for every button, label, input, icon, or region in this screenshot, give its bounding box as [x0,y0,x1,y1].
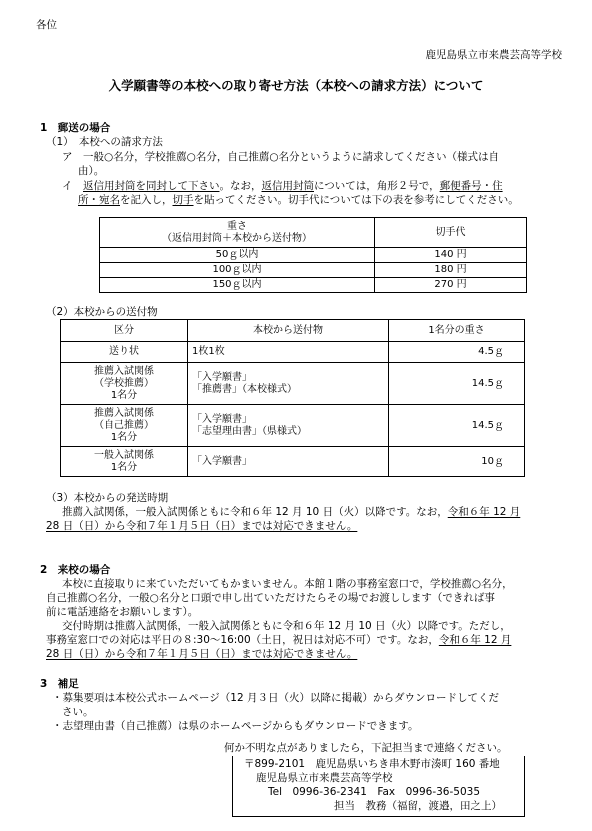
send-table-weight: 10ｇ [389,447,525,477]
send-table-header-weight: 1名分の重さ [389,320,525,342]
section-1-sub-1: （1） 本校への請求方法 [46,136,163,148]
stamp-table-cell: 140 円 [375,248,527,263]
para-3-line-1: 推薦入試関係，一般入試関係ともに令和６年 12 月 10 日（火）以降です。なお，令和６年 12 月 [62,506,521,518]
para-a-line-1: ア 一般○名分，学校推薦○名分，自己推薦○名分というように請求してください（様式は自 [62,151,499,163]
section-2-line-4: 交付時期は推薦入試関係，一般入試関係ともに令和６年 12 月 10 日（火）以降です。ただし， [62,620,511,632]
contact-phone: Tel 0996-36-2341 Fax 0996-36-5035 [268,786,480,798]
page-title: 入学願書等の本校への取り寄せ方法（本校への請求方法）について [108,78,484,93]
send-table-weight: 4.5ｇ [389,342,525,363]
send-table-items: 「入学願書」 [188,447,389,477]
send-table-category: 送り状 [61,342,188,363]
para-i-line-2: 所・宛名を記入し，切手を貼ってください。切手代については下の表を参考にしてください。 [78,194,519,206]
addressee: 各位 [36,19,57,31]
stamp-table-cell: 50ｇ以内 [100,248,375,263]
send-table-items: 1枚1枚 [188,342,389,363]
contact-address: 〒899-2101 鹿児島県いちき串木野市湊町 160 番地 [244,758,500,770]
school-name: 鹿児島県立市来農芸高等学校 [425,49,562,61]
stamp-table-cell: 180 円 [375,263,527,278]
send-table [60,319,525,477]
section-2-line-6: 28 日（日）から令和７年１月５日（日）までは対応できません。 [46,648,358,660]
section-2-line-3: 前に電話連絡をお願いします）。 [46,606,199,618]
para-3-line-2: 28 日（日）から令和７年１月５日（日）までは対応できません。 [46,520,358,532]
section-3-bullet-2: ・志望理由書（自己推薦）は県のホームページからもダウンロードできます。 [52,720,419,732]
send-table-category: 推薦入試関係 （自己推薦） 1名分 [61,405,188,447]
section-3-bullet-1b: さい。 [62,706,94,718]
section-1-heading: 1 郵送の場合 [40,122,111,134]
section-3-heading: 3 補足 [40,678,79,690]
send-table-items: 「入学願書」 「志望理由書」（県様式） [188,405,389,447]
section-2-line-1: 本校に直接取りに来ていただいてもかまいません。本館１階の事務室窓口で，学校推薦○名分， [62,578,513,590]
send-table-header-items: 本校から送付物 [188,320,389,342]
section-3-bullet-1a: ・募集要項は本校公式ホームページ（12 月３日（火）以降に掲載）からダウンロードしてくだ [52,692,499,704]
send-table-category: 一般入試関係 1名分 [61,447,188,477]
stamp-table [99,217,527,293]
stamp-table-cell: 100ｇ以内 [100,263,375,278]
contact-staff: 担当 教務（福留，渡邉，田之上） [334,800,502,812]
stamp-table-cell: 150ｇ以内 [100,278,375,293]
stamp-table-header-cost: 切手代 [375,218,527,248]
send-table-header-category: 区分 [61,320,188,342]
contact-intro: 何か不明な点がありましたら，下記担当まで連絡ください。 [224,742,508,754]
send-table-category: 推薦入試関係 （学校推薦） 1名分 [61,363,188,405]
contact-school: 鹿児島県立市来農芸高等学校 [256,772,393,784]
para-i-line-1: イ 返信用封筒を同封して下さい。なお，返信用封筒については，角形２号で，郵便番号・住 [62,180,503,192]
send-table-weight: 14.5ｇ [389,363,525,405]
section-1-sub-2: （2）本校からの送付物 [46,306,158,318]
para-a-line-2: 由）。 [78,165,105,177]
section-1-sub-3: （3）本校からの発送時期 [46,492,169,504]
section-2-line-5: 事務室窓口での対応は平日の８:30～16:00（土日，祝日は対応不可）です。なお，令和６年 12 月 [46,634,512,646]
section-2-heading: 2 来校の場合 [40,564,111,576]
send-table-items: 「入学願書」 「推薦書」（本校様式） [188,363,389,405]
section-2-line-2: 自己推薦○名分，一般○名分と口頭で申し出ていただけたらその場でお渡しします（できれば事 [46,592,495,604]
stamp-table-header-weight: 重さ （返信用封筒＋本校から送付物） [100,218,375,248]
send-table-weight: 14.5ｇ [389,405,525,447]
stamp-table-cell: 270 円 [375,278,527,293]
